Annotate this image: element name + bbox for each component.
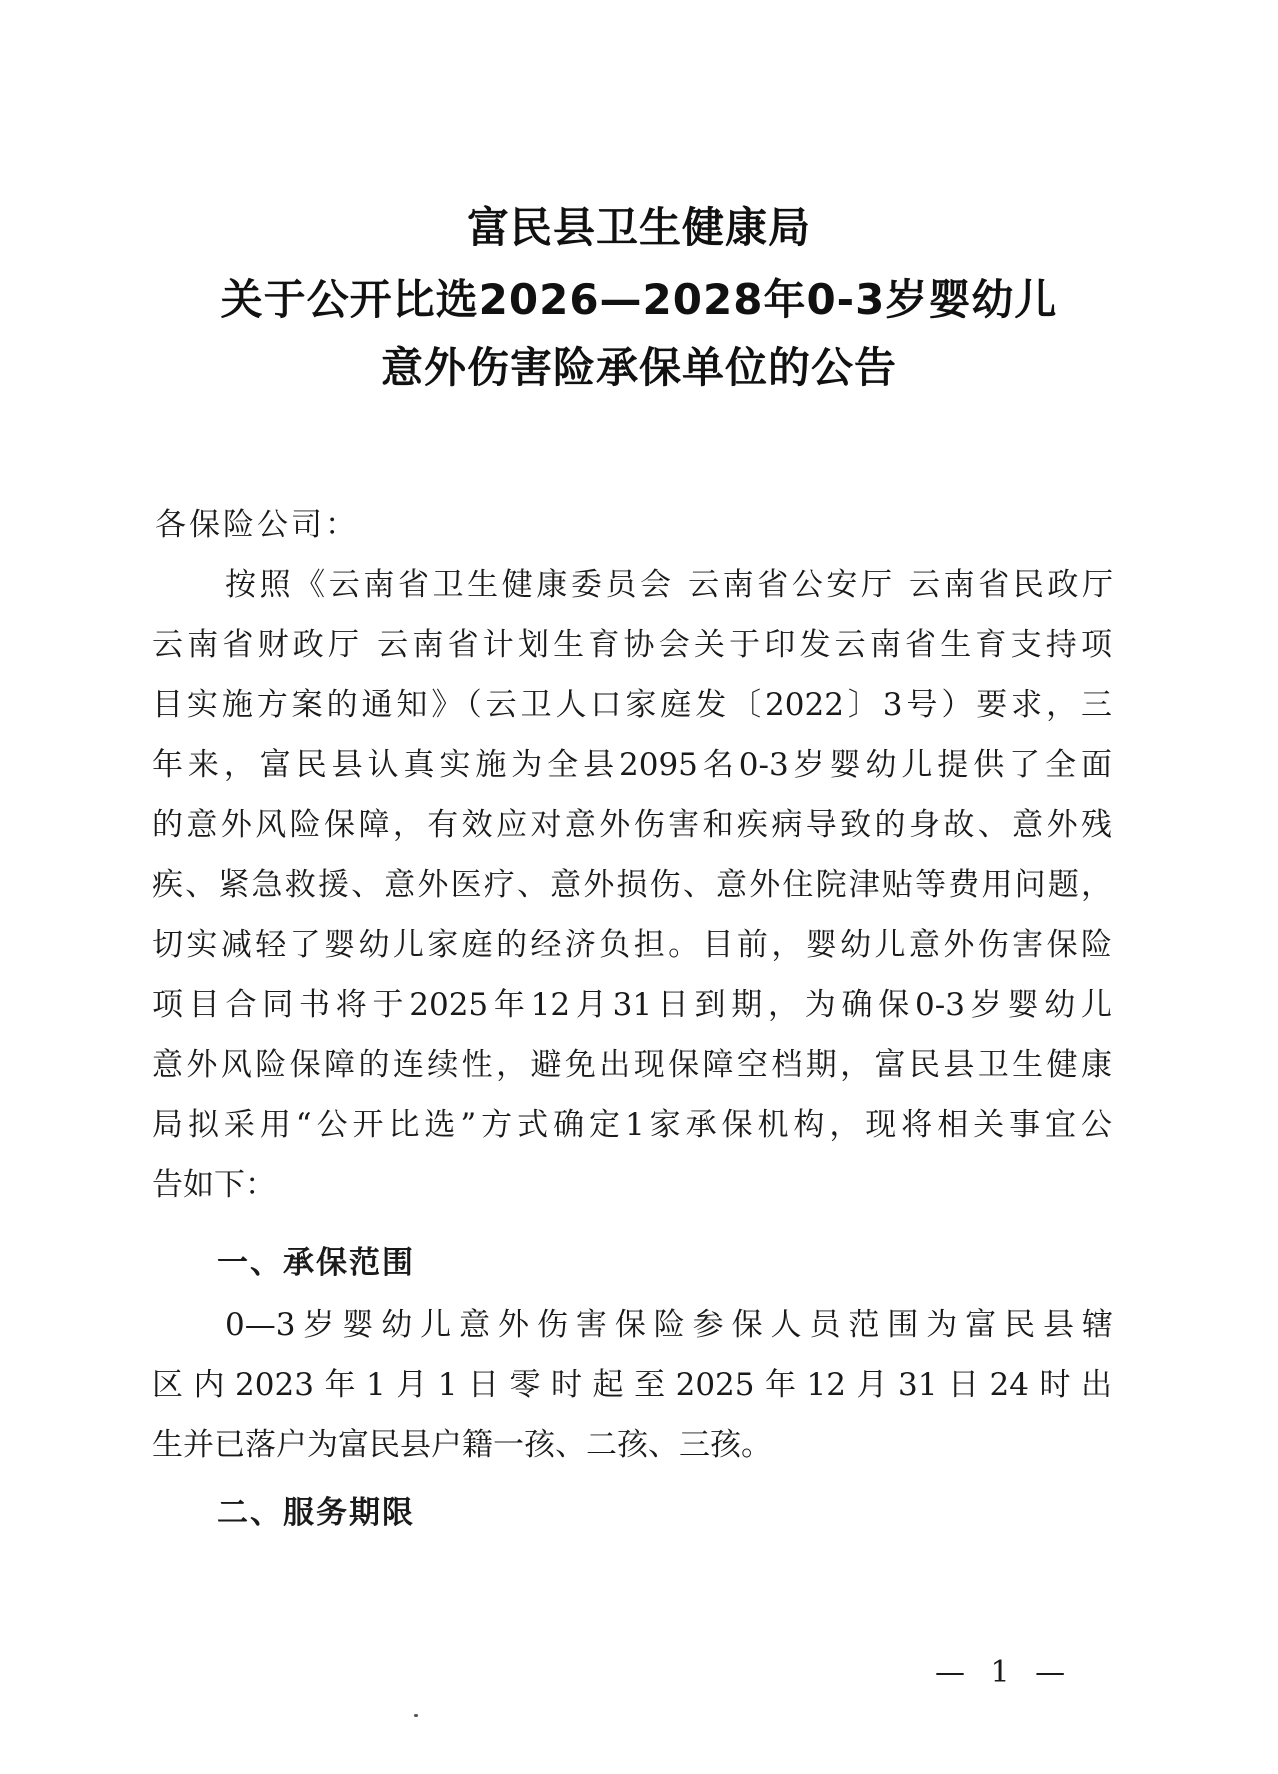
page-number: — 1 —	[935, 1655, 1074, 1690]
paragraph-line: 年来，富民县认真实施为全县2095名0-3岁婴幼儿提供了全面	[152, 747, 1112, 783]
salutation: 各保险公司：	[155, 507, 359, 543]
paragraph-line: 目实施方案的通知》（云卫人口家庭发〔2022〕3号）要求，三	[152, 687, 1112, 723]
section1-line: 0—3岁婴幼儿意外伤害保险参保人员范围为富民县辖	[225, 1307, 1113, 1343]
section1-line: 区内2023年1月1日零时起至2025年12月31日24时出	[152, 1367, 1112, 1403]
section1-line: 生并已落户为富民县户籍一孩、二孩、三孩。	[152, 1427, 772, 1463]
title-line-3: 意外伤害险承保单位的公告	[380, 343, 897, 392]
section-heading-1: 一、承保范围	[217, 1245, 415, 1281]
title-line-1: 富民县卫生健康局	[466, 203, 811, 252]
section-heading-2: 二、服务期限	[217, 1495, 415, 1531]
paragraph-line: 云南省财政厅 云南省计划生育协会关于印发云南省生育支持项	[152, 627, 1112, 663]
paragraph-line: 切实减轻了婴幼儿家庭的经济负担。目前，婴幼儿意外伤害保险	[152, 927, 1112, 963]
paragraph-line: 局拟采用“公开比选”方式确定1家承保机构，现将相关事宜公	[152, 1107, 1112, 1143]
paragraph-line: 意外风险保障的连续性，避免出现保障空档期，富民县卫生健康	[152, 1047, 1112, 1083]
title-line-2: 关于公开比选2026—2028年0-3岁婴幼儿	[220, 275, 1058, 324]
paragraph-line: 项目合同书将于2025年12月31日到期，为确保0-3岁婴幼儿	[152, 987, 1112, 1023]
paragraph-line: 的意外风险保障，有效应对意外伤害和疾病导致的身故、意外残	[152, 807, 1112, 843]
paragraph-line: 疾、紧急救援、意外医疗、意外损伤、意外住院津贴等费用问题，	[152, 867, 1112, 903]
paragraph-line: 告如下：	[152, 1167, 276, 1203]
scan-speck	[414, 1714, 418, 1717]
paragraph-line: 按照《云南省卫生健康委员会 云南省公安厅 云南省民政厅	[225, 567, 1113, 603]
